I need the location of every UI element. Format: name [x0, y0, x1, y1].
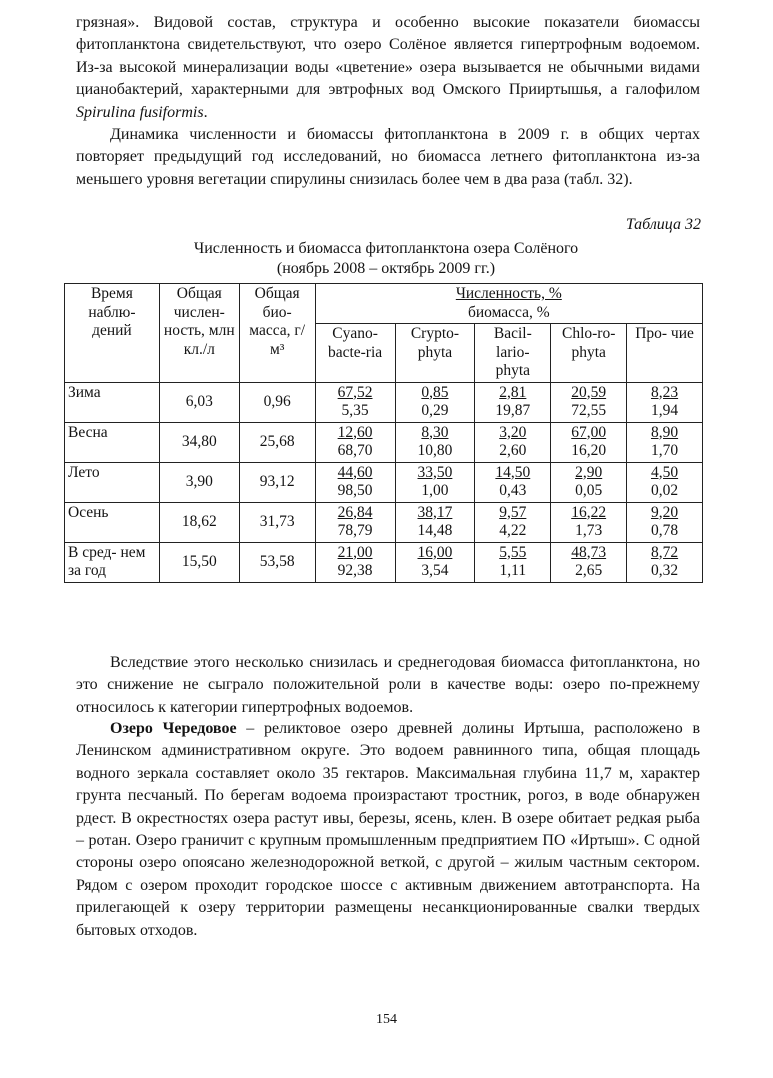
bacil-biomass: 19,87	[495, 402, 531, 419]
cell-crypto	[395, 382, 475, 422]
cyano-count: 67,52	[337, 383, 373, 401]
header-crypto: Crypto- phyta	[395, 324, 475, 383]
chloro-count: 20,59	[571, 383, 607, 401]
crypto-biomass: 10,80	[417, 442, 453, 459]
cell-bacil	[475, 502, 551, 542]
other-count: 4,50	[650, 463, 679, 481]
lake-name: Озеро Чередовое	[110, 720, 237, 737]
cell-count: 34,80	[159, 422, 239, 462]
table-row	[65, 542, 703, 582]
bacil-count: 9,57	[499, 503, 527, 521]
header-group	[315, 284, 702, 324]
cyano-biomass: 92,38	[337, 562, 373, 579]
other-biomass: 0,78	[650, 522, 679, 539]
bacil-count: 5,55	[499, 543, 527, 561]
other-biomass: 0,32	[650, 562, 679, 579]
cell-chloro	[551, 502, 627, 542]
bacil-biomass: 4,22	[499, 522, 527, 539]
cell-cyano	[315, 542, 395, 582]
header-chloro: Chlo-ro- phyta	[551, 324, 627, 383]
crypto-biomass: 1,00	[421, 482, 449, 499]
cell-cyano	[315, 382, 395, 422]
header-group-count: Численность, %	[455, 285, 562, 302]
crypto-biomass: 3,54	[421, 562, 449, 579]
table-row	[65, 462, 703, 502]
cell-chloro	[551, 462, 627, 502]
cyano-count: 44,60	[337, 463, 373, 481]
cell-bacil	[475, 462, 551, 502]
cell-cyano	[315, 502, 395, 542]
crypto-biomass: 14,48	[417, 522, 453, 539]
paragraph-intro-text: грязная». Видовой состав, структура и особенно высокие показатели биомассы фитопланктона свидетельствуют, что озеро Солёное является гипертрофным водоемом. Из-за высокой минерализации воды «цветение» озера вызывается не обычными видами цианобактерий, характерными для эвтрофных вод Омского Прииртышья, а галофилом	[76, 14, 700, 99]
header-bacil: Bacil- lario- phyta	[475, 324, 551, 383]
crypto-count: 8,30	[421, 423, 449, 441]
species-name: Spirulina fusiformis	[76, 103, 204, 121]
paragraph-conclusion: Вследствие этого несколько снизилась и среднегодовая биомасса фитопланктона, но это снижение не сыграло положительной роли в качестве воды: озеро по-прежнему относилось к категории гипертрофных водоемов.	[76, 654, 700, 716]
bacil-biomass: 1,11	[499, 562, 527, 579]
cell-chloro	[551, 542, 627, 582]
header-row	[65, 284, 703, 324]
bacil-count: 2,81	[499, 383, 527, 401]
crypto-count: 16,00	[417, 543, 453, 561]
chloro-count: 2,90	[575, 463, 603, 481]
chloro-count: 48,73	[571, 543, 607, 561]
other-biomass: 1,94	[650, 402, 679, 419]
chloro-biomass: 1,73	[575, 522, 603, 539]
table-label: Таблица 32	[625, 216, 701, 233]
cell-season: Лето	[65, 462, 160, 502]
paragraph-intro	[76, 12, 700, 124]
cell-chloro	[551, 422, 627, 462]
cell-other	[627, 422, 703, 462]
bacil-count: 3,20	[499, 423, 527, 441]
cell-season: Весна	[65, 422, 160, 462]
header-time: Время наблю- дений	[65, 284, 160, 383]
page-number: 154	[376, 1012, 397, 1027]
cell-biomass: 53,58	[239, 542, 315, 582]
cell-biomass: 31,73	[239, 502, 315, 542]
cell-chloro	[551, 382, 627, 422]
cell-season: Зима	[65, 382, 160, 422]
other-count: 8,23	[650, 383, 679, 401]
other-count: 9,20	[650, 503, 679, 521]
paragraph-lake-cheredovoe	[76, 718, 700, 942]
cyano-biomass: 78,79	[337, 522, 373, 539]
other-biomass: 0,02	[650, 482, 679, 499]
crypto-count: 33,50	[417, 463, 453, 481]
chloro-biomass: 72,55	[571, 402, 607, 419]
header-cyano: Cyano- bacte-ria	[315, 324, 395, 383]
header-total-biomass: Общая био- масса, г/м³	[239, 284, 315, 383]
crypto-count: 0,85	[421, 383, 449, 401]
cell-biomass: 93,12	[239, 462, 315, 502]
cell-crypto	[395, 422, 475, 462]
cell-count: 3,90	[159, 462, 239, 502]
chloro-biomass: 0,05	[575, 482, 603, 499]
crypto-biomass: 0,29	[421, 402, 449, 419]
cell-season: Осень	[65, 502, 160, 542]
cell-other	[627, 542, 703, 582]
cell-bacil	[475, 422, 551, 462]
chloro-biomass: 2,65	[575, 562, 603, 579]
cyano-biomass: 68,70	[337, 442, 373, 459]
chloro-count: 67,00	[571, 423, 607, 441]
other-biomass: 1,70	[650, 442, 679, 459]
cell-other	[627, 382, 703, 422]
cyano-count: 21,00	[337, 543, 373, 561]
other-count: 8,90	[650, 423, 679, 441]
cell-count: 18,62	[159, 502, 239, 542]
cell-bacil	[475, 382, 551, 422]
cell-count: 6,03	[159, 382, 239, 422]
paragraph-lake-text: – реликтовое озеро древней долины Иртыша, расположено в Ленинском административном округе. Это водоем равнинного типа, общая площадь водного зеркала составляет около 35 гектаров. Максимальная глубина 11,7 м, характер грунта песчаный. По берегам водоема произрастают тростник, рогоз, в воде обнаружен рдест. В окрестностях озера растут ивы, березы, ясень, клен. В озере обитает редкая рыба – ротан. Озеро граничит с крупным промышленным предприятием ПО «Иртыш». С одной стороны озеро опоясано железнодорожной веткой, с другой – жилым частным сектором. Рядом с озером проходит городское шоссе с активным движением автотранспорта. На прилегающей к озеру территории размещены несанкционированные свалки твердых бытовых отходов.	[76, 720, 700, 939]
table-row	[65, 422, 703, 462]
cell-biomass: 25,68	[239, 422, 315, 462]
bacil-biomass: 2,60	[499, 442, 527, 459]
cell-bacil	[475, 542, 551, 582]
crypto-count: 38,17	[417, 503, 453, 521]
cell-other	[627, 502, 703, 542]
cyano-count: 26,84	[337, 503, 373, 521]
cell-cyano	[315, 422, 395, 462]
cell-season: В сред- нем за год	[65, 542, 160, 582]
chloro-count: 16,22	[571, 503, 607, 521]
bacil-biomass: 0,43	[499, 482, 527, 499]
header-other: Про- чие	[627, 324, 703, 383]
cell-crypto	[395, 462, 475, 502]
other-count: 8,72	[650, 543, 679, 561]
paragraph-dynamics: Динамика численности и биомассы фитопланктона в 2009 г. в общих чертах повторяет предыдущий год исследований, но биомасса летнего фитопланктона из-за меньшего уровня вегетации спирулины снизилась более чем в два раза (табл. 32).	[76, 126, 700, 188]
cell-other	[627, 462, 703, 502]
table-caption: Численность и биомасса фитопланктона озера Солёного	[193, 240, 579, 257]
header-total-count: Общая числен- ность, млн кл./л	[159, 284, 239, 383]
table-row	[65, 382, 703, 422]
chloro-biomass: 16,20	[571, 442, 607, 459]
table-caption-period: (ноябрь 2008 – октябрь 2009 гг.)	[276, 260, 496, 277]
cyano-biomass: 5,35	[341, 402, 369, 419]
cell-cyano	[315, 462, 395, 502]
cell-crypto	[395, 502, 475, 542]
phytoplankton-table	[64, 283, 703, 583]
table-row	[65, 502, 703, 542]
cyano-count: 12,60	[337, 423, 373, 441]
bacil-count: 14,50	[495, 463, 531, 481]
cell-crypto	[395, 542, 475, 582]
paragraph-intro-end: .	[203, 103, 208, 121]
cell-count: 15,50	[159, 542, 239, 582]
cyano-biomass: 98,50	[337, 482, 373, 499]
header-group-biomass: биомасса, %	[467, 303, 550, 321]
cell-biomass: 0,96	[239, 382, 315, 422]
